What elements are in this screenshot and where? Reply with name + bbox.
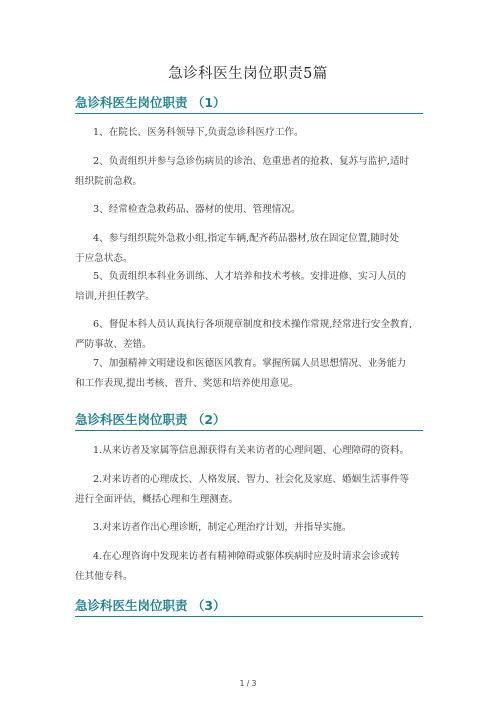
paragraph: 3.对来访者作出心理诊断，制定心理治疗计划，并指导实施。 <box>93 522 352 533</box>
section-heading-2 <box>75 412 423 431</box>
section-heading-2-label: 急诊科医生岗位职责 （2） <box>75 412 226 427</box>
paragraph: 1、在院长、医务科领导下,负责急诊科医疗工作。 <box>93 127 304 138</box>
section-heading-3-label: 急诊科医生岗位职责 （3） <box>75 598 226 613</box>
section-heading-1-label: 急诊科医生岗位职责 （1） <box>75 95 226 110</box>
paragraph: 4.在心理咨询中发现来访者有精神障碍或躯体疾病时应及时请求会诊或转 住其他专科。 <box>75 551 400 582</box>
paragraph: 3、经常检查急救药品、器材的使用、管理情况。 <box>93 204 301 215</box>
paragraph: 1.从来访者及家属等信息源获得有关来访者的心理问题、心理障碍的资料。 <box>93 445 410 456</box>
section-heading-3 <box>75 598 423 617</box>
paragraph: 2.对来访者的心理成长、人格发展、智力、社会化及家庭、婚姻生活事件等 进行全面评估，概括心理和生理测查。 <box>75 474 410 505</box>
paragraph: 4、参与组织院外急救小组,指定车辆,配齐药品器材,放在固定位置,随时处 于应急状态。 <box>75 233 400 264</box>
paragraph: 5、负责组织本科业务训练、人才培养和技术考核。安排进修、实习人员的 培训,并担任教学。 <box>75 271 407 302</box>
paragraph: 2、负责组织并参与急诊伤病员的诊治、危重患者的抢救、复苏与监护,适时 组织院前急救。 <box>75 156 410 187</box>
paragraph: 7、加强精神文明建设和医德医风教育。掌握所属人员思想情况、业务能力 和工作表现,提出考核、晋升、奖惩和培养使用意见。 <box>75 358 407 389</box>
paragraph: 6、督促本科人员认真执行各项规章制度和技术操作常规,经常进行安全教育, 严防事故、差错。 <box>75 319 413 350</box>
page-number: 1 / 3 <box>239 679 257 688</box>
section-heading-1 <box>75 95 423 114</box>
document-title: 急诊科医生岗位职责5篇 <box>168 66 328 82</box>
